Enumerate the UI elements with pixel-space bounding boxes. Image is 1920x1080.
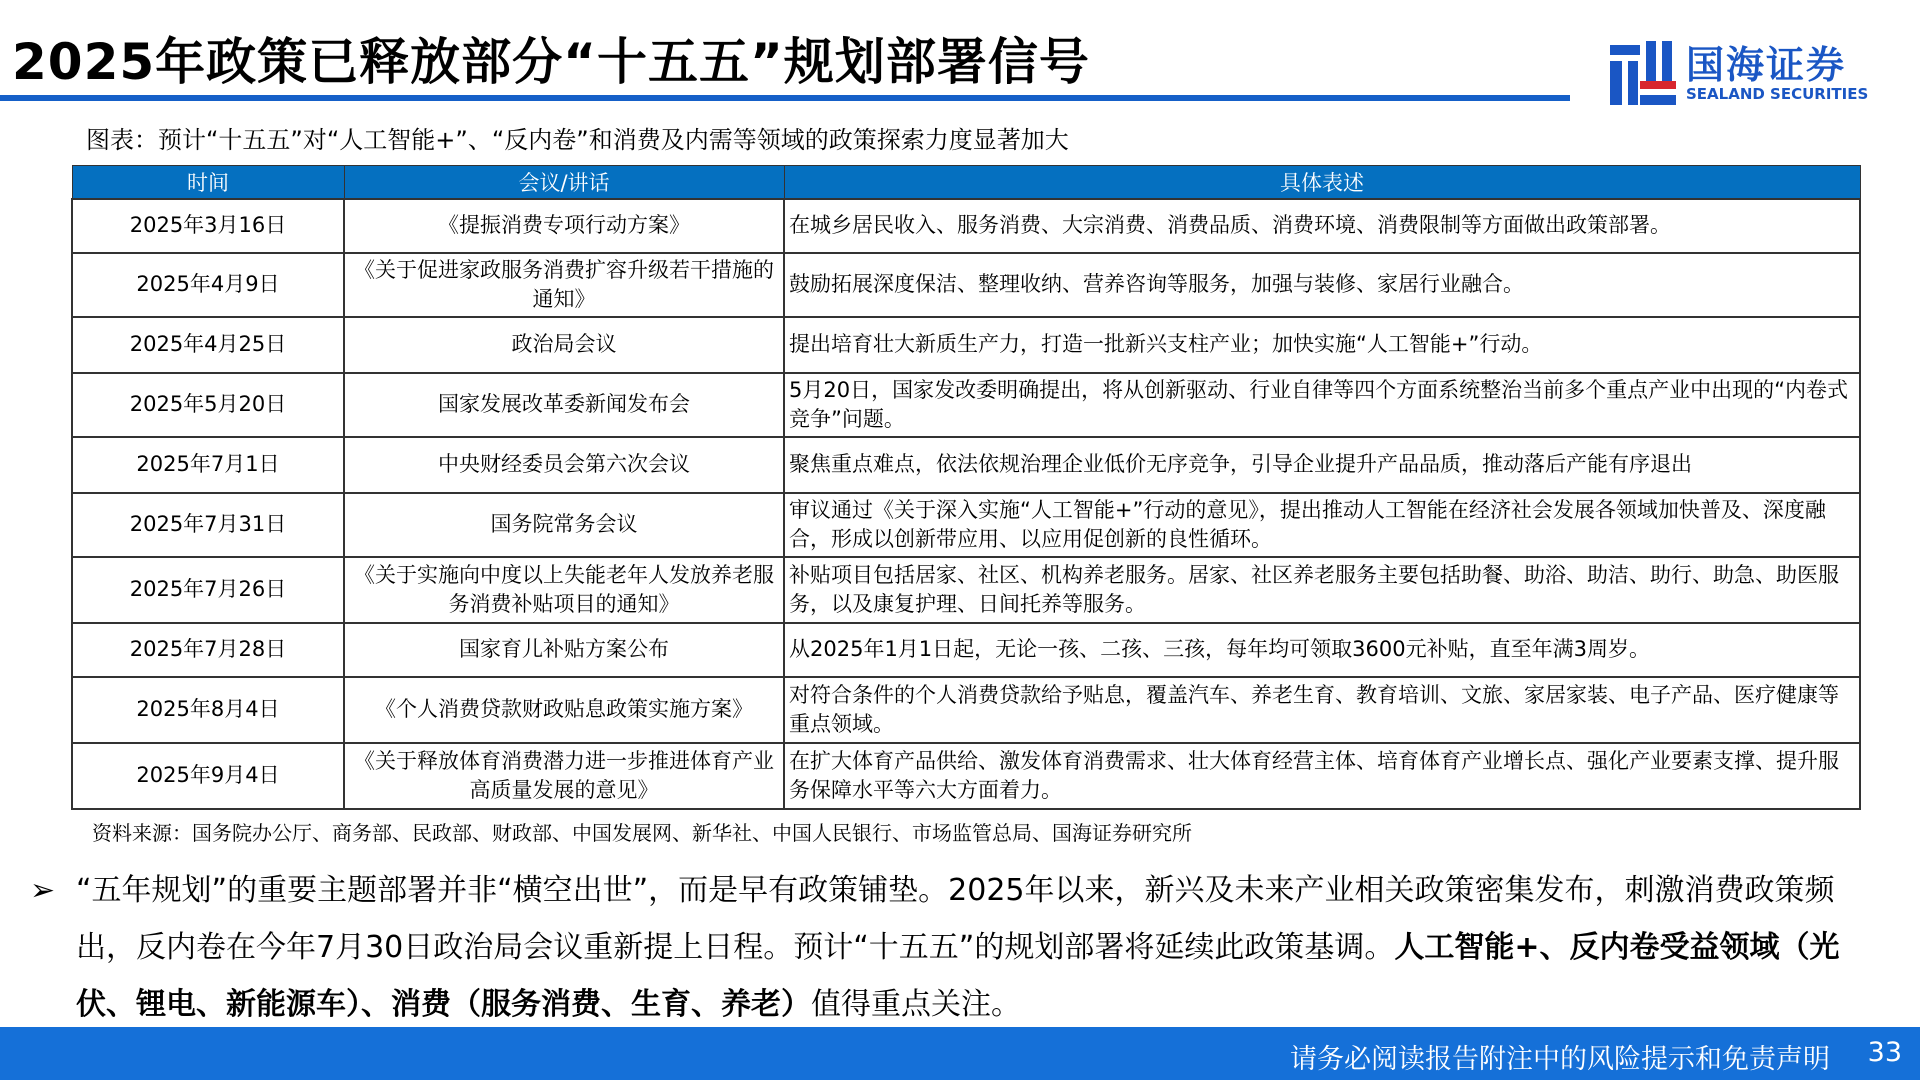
cell-date: 2025年4月25日 xyxy=(72,317,344,373)
header-description: 具体表述 xyxy=(784,166,1860,199)
summary-bullet xyxy=(30,862,1890,1033)
arrow-bullet-icon: ➢ xyxy=(30,873,56,908)
cell-date: 2025年3月16日 xyxy=(72,199,344,253)
table-row xyxy=(72,253,1860,317)
table-row xyxy=(72,373,1860,437)
cell-date: 2025年4月9日 xyxy=(72,253,344,317)
cell-meeting: 《提振消费专项行动方案》 xyxy=(344,199,784,253)
table-row xyxy=(72,743,1860,809)
table-row xyxy=(72,677,1860,743)
table-row xyxy=(72,199,1860,253)
cell-meeting: 《关于释放体育消费潜力进一步推进体育产业高质量发展的意见》 xyxy=(344,743,784,809)
cell-meeting: 《关于实施向中度以上失能老年人发放养老服务消费补贴项目的通知》 xyxy=(344,557,784,623)
source-note: 资料来源：国务院办公厅、商务部、民政部、财政部、中国发展网、新华社、中国人民银行、市场监管总局、国海证券研究所 xyxy=(92,821,1192,845)
cell-date: 2025年7月26日 xyxy=(72,557,344,623)
bullet-tail: 值得重点关注。 xyxy=(811,987,1021,1022)
disclaimer-text: 请务必阅读报告附注中的风险提示和免责声明 xyxy=(1290,1044,1830,1075)
cell-meeting: 国务院常务会议 xyxy=(344,493,784,557)
cell-date: 2025年9月4日 xyxy=(72,743,344,809)
footer-bar xyxy=(0,1027,1920,1080)
company-logo xyxy=(1610,36,1880,112)
logo-text-cn: 国海证券 xyxy=(1686,43,1847,87)
cell-meeting: 政治局会议 xyxy=(344,317,784,373)
bullet-text: “五年规划”的重要主题部署并非“横空出世”，而是早有政策铺垫。2025年以来，新兴及未来产业相关政策密集发布，刺激消费政策频出，反内卷在今年7月30日政治局会议重新提上日程。预计“十五五”的规划部署将延续此政策基调。 xyxy=(76,873,1835,965)
cell-date: 2025年7月28日 xyxy=(72,623,344,677)
cell-date: 2025年5月20日 xyxy=(72,373,344,437)
policy-table xyxy=(71,165,1861,810)
page-number: 33 xyxy=(1867,1037,1902,1068)
cell-description: 从2025年1月1日起，无论一孩、二孩、三孩，每年均可领取3600元补贴，直至年满3周岁。 xyxy=(784,623,1860,677)
figure-caption: 图表：预计“十五五”对“人工智能+”、“反内卷”和消费及内需等领域的政策探索力度显著加大 xyxy=(86,126,1069,154)
bullet-bold-text: 人工智能+、反内卷受益领域（光伏、锂电、新能源车）、消费（服务消费、生育、养老） xyxy=(76,930,1840,1022)
cell-date: 2025年7月1日 xyxy=(72,437,344,493)
cell-description: 对符合条件的个人消费贷款给予贴息，覆盖汽车、养老生育、教育培训、文旅、家居家装、电子产品、医疗健康等重点领域。 xyxy=(784,677,1860,743)
table-row xyxy=(72,437,1860,493)
cell-date: 2025年7月31日 xyxy=(72,493,344,557)
cell-description: 补贴项目包括居家、社区、机构养老服务。居家、社区养老服务主要包括助餐、助浴、助洁、助行、助急、助医服务，以及康复护理、日间托养等服务。 xyxy=(784,557,1860,623)
logo-mark-icon xyxy=(1610,41,1676,107)
header-meeting: 会议/讲话 xyxy=(344,166,784,199)
cell-description: 审议通过《关于深入实施“人工智能+”行动的意见》，提出推动人工智能在经济社会发展各领域加快普及、深度融合，形成以创新带应用、以应用促创新的良性循环。 xyxy=(784,493,1860,557)
cell-meeting: 国家育儿补贴方案公布 xyxy=(344,623,784,677)
cell-meeting: 《关于促进家政服务消费扩容升级若干措施的通知》 xyxy=(344,253,784,317)
cell-description: 鼓励拓展深度保洁、整理收纳、营养咨询等服务，加强与装修、家居行业融合。 xyxy=(784,253,1860,317)
table-row xyxy=(72,557,1860,623)
cell-date: 2025年8月4日 xyxy=(72,677,344,743)
slide-title: 2025年政策已释放部分“十五五”规划部署信号 xyxy=(12,33,1090,91)
table-row xyxy=(72,317,1860,373)
title-underline xyxy=(0,95,1570,101)
header-time: 时间 xyxy=(72,166,344,199)
cell-meeting: 国家发展改革委新闻发布会 xyxy=(344,373,784,437)
cell-description: 聚焦重点难点，依法依规治理企业低价无序竞争，引导企业提升产品品质，推动落后产能有序退出 xyxy=(784,437,1860,493)
table-row xyxy=(72,623,1860,677)
cell-description: 提出培育壮大新质生产力，打造一批新兴支柱产业；加快实施“人工智能+”行动。 xyxy=(784,317,1860,373)
cell-meeting: 中央财经委员会第六次会议 xyxy=(344,437,784,493)
cell-description: 在城乡居民收入、服务消费、大宗消费、消费品质、消费环境、消费限制等方面做出政策部署。 xyxy=(784,199,1860,253)
logo-text-en: SEALAND SECURITIES xyxy=(1686,85,1869,103)
cell-description: 在扩大体育产品供给、激发体育消费需求、壮大体育经营主体、培育体育产业增长点、强化产业要素支撑、提升服务保障水平等六大方面着力。 xyxy=(784,743,1860,809)
cell-meeting: 《个人消费贷款财政贴息政策实施方案》 xyxy=(344,677,784,743)
table-row xyxy=(72,493,1860,557)
cell-description: 5月20日，国家发改委明确提出，将从创新驱动、行业自律等四个方面系统整治当前多个重点产业中出现的“内卷式竞争”问题。 xyxy=(784,373,1860,437)
